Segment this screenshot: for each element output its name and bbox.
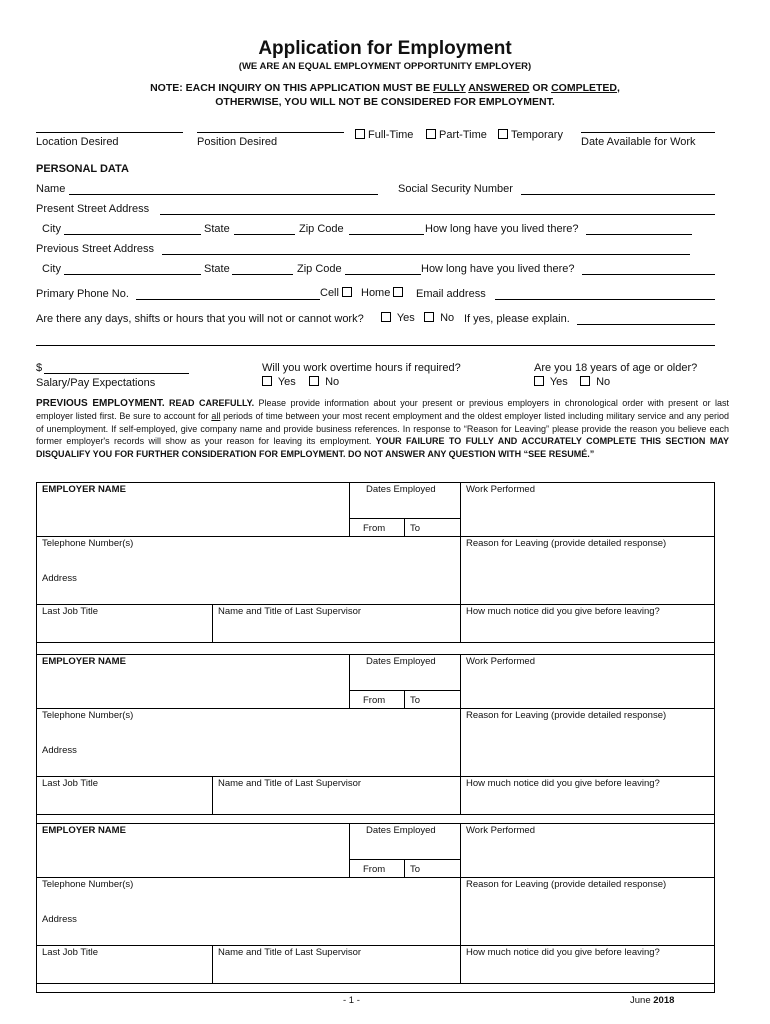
employer-1-last-job-label: Last Job Title	[42, 606, 98, 617]
ssn-field[interactable]	[521, 194, 715, 195]
note-answered: ANSWERED	[468, 82, 530, 94]
employer-3-dates-label: Dates Employed	[366, 825, 436, 836]
fulltime-label: Full-Time	[368, 129, 414, 141]
employer-1-row-divider-2	[460, 536, 714, 537]
employer-3-last-job-label: Last Job Title	[42, 947, 98, 958]
employer-1-from-label: From	[363, 523, 386, 534]
employer-3-top-border	[36, 823, 714, 824]
shifts-yes-label: Yes	[396, 312, 415, 324]
employer-3-row-divider-2	[460, 877, 714, 878]
revision-year: 2018	[653, 995, 675, 1006]
employer-1-bottom-border	[36, 642, 714, 643]
employer-2-top-border	[36, 654, 714, 655]
cell-checkbox[interactable]	[342, 287, 352, 297]
home-option[interactable]	[361, 287, 406, 299]
form-title: Application for Employment	[258, 38, 512, 59]
overtime-yes-option[interactable]	[262, 376, 296, 388]
employer-1-top-border	[36, 482, 714, 483]
zip2-label: Zip Code	[297, 263, 342, 275]
employer-2-supervisor-label: Name and Title of Last Supervisor	[218, 778, 362, 789]
previous-employment-instructions	[36, 397, 729, 460]
employer-1-reason-label: Reason for Leaving (provide detailed response)	[466, 538, 667, 549]
instructions-part2: periods of time between your most recent employment and the oldest employer listed including military service and any period of unemployment. If self-employed, give company name and provide business references. In response to “Reason for Leaving” please provide the reason you believe each former employer's records will show as your reason for leaving its employment.	[36, 411, 729, 447]
state1-field[interactable]	[234, 234, 295, 235]
previous-employment-heading: PREVIOUS EMPLOYMENT.	[36, 398, 165, 409]
employer-3-reason-label: Reason for Leaving (provide detailed response)	[466, 879, 667, 890]
employer-1-work-label: Work Performed	[466, 484, 535, 495]
employer-1-row-divider-3	[36, 604, 714, 605]
howlong2-field[interactable]	[582, 274, 715, 275]
explain-field[interactable]	[577, 324, 715, 325]
phone-field[interactable]	[136, 299, 320, 300]
previous-address-field[interactable]	[162, 254, 690, 255]
revision-date	[630, 995, 674, 1006]
city2-field[interactable]	[64, 274, 201, 275]
employer-1-name-label: EMPLOYER NAME	[42, 484, 126, 495]
home-label: Home	[361, 287, 391, 299]
previous-address-label: Previous Street Address	[36, 243, 155, 255]
howlong1-field[interactable]	[586, 234, 692, 235]
note-line-1	[0, 82, 770, 94]
overtime-no-option[interactable]	[309, 376, 339, 388]
employer-3-supervisor-label: Name and Title of Last Supervisor	[218, 947, 362, 958]
employer-3-to-label: To	[410, 864, 421, 875]
employer-3-telephone-label: Telephone Number(s)	[42, 879, 134, 890]
note-completed: COMPLETED	[551, 82, 617, 94]
employer-2-vline-supervisor	[212, 776, 213, 814]
zip2-field[interactable]	[345, 274, 421, 275]
zip1-field[interactable]	[349, 234, 424, 235]
employer-3-name-label: EMPLOYER NAME	[42, 825, 126, 836]
employer-2-vline-fromto	[404, 690, 405, 708]
explain-label: If yes, please explain.	[464, 313, 570, 325]
position-label: Position Desired	[197, 136, 278, 148]
date-available-field[interactable]	[581, 132, 715, 133]
shifts-no-checkbox[interactable]	[424, 312, 434, 322]
city1-field[interactable]	[64, 234, 201, 235]
name-label: Name	[36, 183, 66, 195]
read-carefully: READ CAREFULLY.	[169, 398, 255, 408]
overtime-yes-checkbox[interactable]	[262, 376, 272, 386]
employer-2-reason-label: Reason for Leaving (provide detailed response)	[466, 710, 667, 721]
employer-1-dates-label: Dates Employed	[366, 484, 436, 495]
email-label: Email address	[416, 288, 486, 300]
ssn-label: Social Security Number	[398, 183, 513, 195]
form-subtitle: (WE ARE AN EQUAL EMPLOYMENT OPPORTUNITY EMPLOYER)	[238, 61, 532, 72]
employer-table-left-border	[36, 482, 37, 993]
employer-1-vline-right	[460, 482, 461, 642]
overtime-no-label: No	[325, 376, 340, 388]
city2-label: City	[42, 263, 61, 275]
zip1-label: Zip Code	[299, 223, 344, 235]
home-checkbox[interactable]	[393, 287, 403, 297]
date-available-label: Date Available for Work	[581, 136, 696, 148]
employer-3-work-label: Work Performed	[466, 825, 535, 836]
instructions-all: all	[211, 411, 221, 422]
overtime-question: Will you work overtime hours if required?	[262, 362, 461, 374]
employer-table-bottom-border	[36, 992, 714, 993]
personal-data-heading: PERSONAL DATA	[36, 163, 129, 175]
parttime-option[interactable]	[426, 129, 487, 141]
instructions-part1: Please provide information about your present or previous employers in chronological order with present or last employer listed first. Be sure to account for	[36, 398, 729, 422]
fulltime-checkbox[interactable]	[355, 129, 365, 139]
employer-2-row-divider-1	[36, 708, 460, 709]
employer-3-from-label: From	[363, 864, 386, 875]
employer-1-vline-fromto	[404, 518, 405, 536]
instructions-warning: YOUR FAILURE TO FULLY AND ACCURATELY COMPLETE THIS SECTION MAY DISQUALIFY YOU FOR FURTHER CONSIDERATION FOR EMPLOYMENT. DO NOT ANSWER ANY QUESTION WITH “SEE RESUMÉ.”	[36, 436, 729, 459]
employer-3-vline-fromto	[404, 859, 405, 877]
employer-1-notice-label: How much notice did you give before leaving?	[466, 606, 660, 617]
shifts-yes-checkbox[interactable]	[381, 312, 391, 322]
employer-1-vline-supervisor	[212, 604, 213, 642]
employer-2-row-divider-2	[460, 708, 714, 709]
employer-2-work-label: Work Performed	[466, 656, 535, 667]
employer-3-vline-supervisor	[212, 945, 213, 983]
age-no-checkbox[interactable]	[580, 376, 590, 386]
employer-2-dates-label: Dates Employed	[366, 656, 436, 667]
note-comma: ,	[617, 82, 620, 94]
shifts-question: Are there any days, shifts or hours that you will not or cannot work?	[36, 313, 364, 325]
state1-label: State	[204, 223, 230, 235]
temporary-checkbox[interactable]	[498, 129, 508, 139]
shifts-no-label: No	[440, 312, 455, 324]
employer-2-name-label: EMPLOYER NAME	[42, 656, 126, 667]
revision-month: June	[630, 995, 654, 1006]
overtime-yes-label: Yes	[277, 376, 296, 388]
howlong1-label: How long have you lived there?	[425, 223, 579, 235]
present-address-field[interactable]	[160, 214, 715, 215]
age-question: Are you 18 years of age or older?	[534, 362, 698, 374]
employer-2-row-divider-3	[36, 776, 714, 777]
explain-field-2[interactable]	[36, 345, 715, 346]
employer-2-to-label: To	[410, 695, 421, 706]
note-text: NOTE: EACH INQUIRY ON THIS APPLICATION MUST BE	[150, 82, 433, 94]
employer-2-telephone-label: Telephone Number(s)	[42, 710, 134, 721]
employer-1-row-divider-1	[36, 536, 460, 537]
employer-1-supervisor-label: Name and Title of Last Supervisor	[218, 606, 362, 617]
dollar-sign: $	[36, 362, 43, 374]
employer-1-vline-dates	[349, 482, 350, 536]
phone-label: Primary Phone No.	[36, 288, 129, 300]
employer-3-row-divider-3	[36, 945, 714, 946]
cell-label: Cell	[320, 287, 339, 299]
employer-2-from-label: From	[363, 695, 386, 706]
employer-2-address-label: Address	[42, 745, 77, 756]
age-yes-label: Yes	[549, 376, 568, 388]
overtime-no-checkbox[interactable]	[309, 376, 319, 386]
parttime-checkbox[interactable]	[426, 129, 436, 139]
age-no-label: No	[596, 376, 611, 388]
age-yes-option[interactable]	[534, 376, 568, 388]
employer-2-notice-label: How much notice did you give before leaving?	[466, 778, 660, 789]
employer-2-last-job-label: Last Job Title	[42, 778, 98, 789]
age-no-option[interactable]	[580, 376, 610, 388]
shifts-yes-option[interactable]	[381, 312, 415, 324]
state2-label: State	[204, 263, 230, 275]
cell-option[interactable]	[320, 287, 355, 299]
location-field[interactable]	[36, 132, 183, 133]
note-line-2: OTHERWISE, YOU WILL NOT BE CONSIDERED FOR EMPLOYMENT.	[215, 96, 555, 108]
note-or: OR	[529, 82, 552, 94]
howlong2-label: How long have you lived there?	[421, 263, 575, 275]
employer-3-notice-label: How much notice did you give before leaving?	[466, 947, 660, 958]
employer-3-vline-dates	[349, 823, 350, 877]
employer-1-telephone-label: Telephone Number(s)	[42, 538, 134, 549]
employer-2-vline-right	[460, 654, 461, 814]
temporary-label: Temporary	[511, 129, 563, 141]
location-label: Location Desired	[36, 136, 119, 148]
position-field[interactable]	[197, 132, 344, 133]
name-field[interactable]	[69, 194, 378, 195]
age-yes-checkbox[interactable]	[534, 376, 544, 386]
email-field[interactable]	[495, 299, 715, 300]
employer-2-vline-dates	[349, 654, 350, 708]
salary-label: Salary/Pay Expectations	[36, 377, 156, 389]
page-number: - 1 -	[343, 995, 360, 1006]
employer-1-to-label: To	[410, 523, 421, 534]
note-fully: FULLY	[433, 82, 466, 94]
temporary-option[interactable]	[498, 129, 563, 141]
state2-field[interactable]	[232, 274, 293, 275]
employer-table-right-border	[714, 482, 715, 993]
employer-2-bottom-border	[36, 814, 714, 815]
employer-1-address-label: Address	[42, 573, 77, 584]
employer-3-bottom-border	[36, 983, 714, 984]
city1-label: City	[42, 223, 61, 235]
present-address-label: Present Street Address	[36, 203, 150, 215]
salary-field[interactable]	[44, 373, 189, 374]
parttime-label: Part-Time	[439, 129, 487, 141]
shifts-no-option[interactable]	[424, 312, 454, 324]
employer-3-address-label: Address	[42, 914, 77, 925]
employer-3-vline-right	[460, 823, 461, 983]
employer-3-row-divider-1	[36, 877, 460, 878]
fulltime-option[interactable]	[355, 129, 413, 141]
